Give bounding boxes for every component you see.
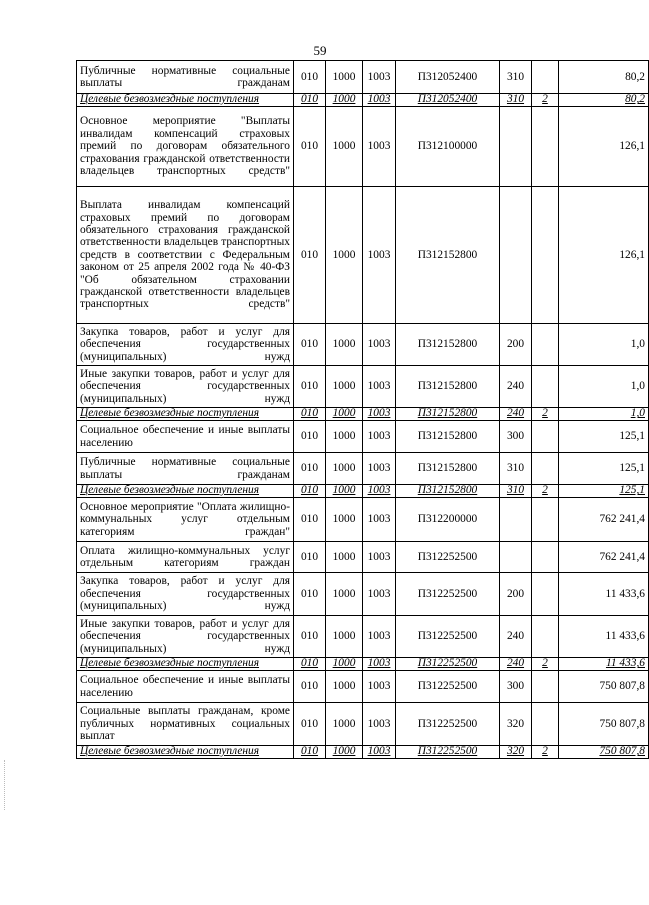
cell-target-article: П312200000	[396, 498, 500, 542]
table-row	[77, 573, 649, 616]
cell-section: 1000	[326, 573, 363, 616]
cell-target-article: П312252500	[396, 542, 500, 573]
cell-admin-code: 010	[294, 421, 326, 453]
table-row	[77, 61, 649, 94]
table-row	[77, 703, 649, 746]
cell-subsection: 1003	[363, 453, 396, 485]
cell-description: Закупка товаров, работ и услуг для обеспечения государственных (муниципальных) нужд	[77, 324, 294, 366]
cell-section: 1000	[326, 324, 363, 366]
cell-target-article: П312152800	[396, 485, 500, 498]
table-row	[77, 616, 649, 658]
cell-expense-type: 310	[500, 94, 532, 107]
cell-section: 1000	[326, 703, 363, 746]
cell-section: 1000	[326, 671, 363, 703]
cell-expense-type: 240	[500, 366, 532, 408]
cell-source	[532, 453, 559, 485]
table-body	[77, 61, 649, 759]
cell-source	[532, 542, 559, 573]
cell-expense-type	[500, 107, 532, 187]
cell-subsection: 1003	[363, 573, 396, 616]
cell-source	[532, 421, 559, 453]
cell-description: Оплата жилищно-коммунальных услуг отдельным категориям граждан	[77, 542, 294, 573]
cell-source	[532, 671, 559, 703]
cell-description: Социальное обеспечение и иные выплаты населению	[77, 421, 294, 453]
scan-artifact	[4, 760, 9, 810]
cell-description: Основное мероприятие "Выплаты инвалидам компенсаций страховых премий по договорам обязательного страхования гражданской ответственности владельцев транспортных средств"	[77, 107, 294, 187]
cell-admin-code: 010	[294, 187, 326, 324]
cell-admin-code: 010	[294, 498, 326, 542]
cell-subsection: 1003	[363, 94, 396, 107]
cell-subsection: 1003	[363, 408, 396, 421]
cell-source	[532, 107, 559, 187]
cell-subsection: 1003	[363, 421, 396, 453]
cell-description: Публичные нормативные социальные выплаты гражданам	[77, 61, 294, 94]
cell-subsection: 1003	[363, 187, 396, 324]
cell-subsection: 1003	[363, 485, 396, 498]
cell-section: 1000	[326, 61, 363, 94]
table-row-targeted-receipts	[77, 658, 649, 671]
cell-admin-code: 010	[294, 616, 326, 658]
table-row	[77, 453, 649, 485]
table-row	[77, 421, 649, 453]
cell-description: Целевые безвозмездные поступления	[77, 485, 294, 498]
cell-expense-type: 310	[500, 61, 532, 94]
cell-amount: 1,0	[559, 324, 649, 366]
cell-target-article: П312252500	[396, 658, 500, 671]
cell-expense-type: 240	[500, 408, 532, 421]
page-number: 59	[313, 43, 327, 58]
budget-table	[76, 60, 649, 759]
cell-amount: 750 807,8	[559, 671, 649, 703]
cell-description: Целевые безвозмездные поступления	[77, 658, 294, 671]
cell-admin-code: 010	[294, 366, 326, 408]
cell-amount: 126,1	[559, 107, 649, 187]
cell-source: 2	[532, 408, 559, 421]
cell-admin-code: 010	[294, 408, 326, 421]
cell-expense-type	[500, 187, 532, 324]
cell-description: Целевые безвозмездные поступления	[77, 94, 294, 107]
cell-subsection: 1003	[363, 324, 396, 366]
cell-expense-type	[500, 542, 532, 573]
cell-target-article: П312152800	[396, 453, 500, 485]
cell-expense-type: 300	[500, 421, 532, 453]
cell-expense-type: 320	[500, 746, 532, 759]
cell-section: 1000	[326, 658, 363, 671]
cell-amount: 125,1	[559, 485, 649, 498]
cell-expense-type: 240	[500, 616, 532, 658]
cell-description: Иные закупки товаров, работ и услуг для обеспечения государственных (муниципальных) нужд	[77, 616, 294, 658]
cell-subsection: 1003	[363, 498, 396, 542]
cell-expense-type: 300	[500, 671, 532, 703]
cell-target-article: П312100000	[396, 107, 500, 187]
cell-source	[532, 498, 559, 542]
cell-source: 2	[532, 485, 559, 498]
cell-admin-code: 010	[294, 658, 326, 671]
cell-amount: 750 807,8	[559, 746, 649, 759]
cell-source: 2	[532, 94, 559, 107]
cell-section: 1000	[326, 187, 363, 324]
table-row-targeted-receipts	[77, 94, 649, 107]
cell-amount: 11 433,6	[559, 616, 649, 658]
cell-admin-code: 010	[294, 542, 326, 573]
cell-amount: 11 433,6	[559, 573, 649, 616]
cell-admin-code: 010	[294, 485, 326, 498]
cell-target-article: П312152800	[396, 187, 500, 324]
cell-description: Основное мероприятие "Оплата жилищно-коммунальных услуг отдельным категориям граждан"	[77, 498, 294, 542]
cell-admin-code: 010	[294, 746, 326, 759]
table-row	[77, 324, 649, 366]
cell-description: Целевые безвозмездные поступления	[77, 408, 294, 421]
table-row	[77, 107, 649, 187]
cell-description: Выплата инвалидам компенсаций страховых премий по договорам обязательного страхования гражданской ответственности владельцев транспортных средств в соответствии с Федеральным законом от 25 апреля 2002 года № 40-ФЗ "Об обязательном страховании гражданской ответственности владельцев транспортных средств"	[77, 187, 294, 324]
cell-source	[532, 573, 559, 616]
cell-section: 1000	[326, 107, 363, 187]
cell-admin-code: 010	[294, 94, 326, 107]
cell-section: 1000	[326, 366, 363, 408]
table-row	[77, 498, 649, 542]
cell-subsection: 1003	[363, 107, 396, 187]
cell-amount: 125,1	[559, 421, 649, 453]
cell-subsection: 1003	[363, 366, 396, 408]
cell-description: Целевые безвозмездные поступления	[77, 746, 294, 759]
cell-target-article: П312052400	[396, 61, 500, 94]
cell-amount: 125,1	[559, 453, 649, 485]
cell-subsection: 1003	[363, 542, 396, 573]
table-row	[77, 542, 649, 573]
cell-source	[532, 616, 559, 658]
cell-source	[532, 187, 559, 324]
cell-section: 1000	[326, 408, 363, 421]
cell-section: 1000	[326, 453, 363, 485]
cell-amount: 1,0	[559, 366, 649, 408]
cell-target-article: П312252500	[396, 573, 500, 616]
cell-amount: 11 433,6	[559, 658, 649, 671]
cell-target-article: П312152800	[396, 324, 500, 366]
cell-target-article: П312152800	[396, 366, 500, 408]
cell-amount: 762 241,4	[559, 542, 649, 573]
cell-target-article: П312252500	[396, 703, 500, 746]
table-row-targeted-receipts	[77, 408, 649, 421]
cell-source	[532, 61, 559, 94]
cell-section: 1000	[326, 746, 363, 759]
cell-admin-code: 010	[294, 107, 326, 187]
cell-amount: 126,1	[559, 187, 649, 324]
cell-amount: 80,2	[559, 61, 649, 94]
cell-source	[532, 324, 559, 366]
cell-amount: 80,2	[559, 94, 649, 107]
cell-subsection: 1003	[363, 658, 396, 671]
cell-target-article: П312252500	[396, 671, 500, 703]
table-row	[77, 187, 649, 324]
cell-source	[532, 366, 559, 408]
cell-expense-type: 240	[500, 658, 532, 671]
cell-expense-type	[500, 498, 532, 542]
cell-expense-type: 320	[500, 703, 532, 746]
cell-target-article: П312252500	[396, 746, 500, 759]
cell-description: Закупка товаров, работ и услуг для обеспечения государственных (муниципальных) нужд	[77, 573, 294, 616]
cell-description: Публичные нормативные социальные выплаты гражданам	[77, 453, 294, 485]
cell-admin-code: 010	[294, 324, 326, 366]
table-row	[77, 366, 649, 408]
cell-source: 2	[532, 658, 559, 671]
table-row-targeted-receipts	[77, 746, 649, 759]
cell-description: Иные закупки товаров, работ и услуг для обеспечения государственных (муниципальных) нужд	[77, 366, 294, 408]
cell-expense-type: 310	[500, 453, 532, 485]
cell-amount: 750 807,8	[559, 703, 649, 746]
cell-section: 1000	[326, 616, 363, 658]
cell-admin-code: 010	[294, 453, 326, 485]
cell-admin-code: 010	[294, 671, 326, 703]
cell-target-article: П312052400	[396, 94, 500, 107]
cell-subsection: 1003	[363, 703, 396, 746]
cell-amount: 762 241,4	[559, 498, 649, 542]
cell-description: Социальное обеспечение и иные выплаты населению	[77, 671, 294, 703]
cell-target-article: П312152800	[396, 408, 500, 421]
cell-admin-code: 010	[294, 61, 326, 94]
cell-target-article: П312152800	[396, 421, 500, 453]
cell-section: 1000	[326, 421, 363, 453]
cell-subsection: 1003	[363, 671, 396, 703]
cell-admin-code: 010	[294, 703, 326, 746]
cell-subsection: 1003	[363, 746, 396, 759]
table-row	[77, 671, 649, 703]
cell-expense-type: 200	[500, 324, 532, 366]
cell-amount: 1,0	[559, 408, 649, 421]
cell-section: 1000	[326, 485, 363, 498]
cell-subsection: 1003	[363, 61, 396, 94]
cell-description: Социальные выплаты гражданам, кроме публичных нормативных социальных выплат	[77, 703, 294, 746]
cell-expense-type: 310	[500, 485, 532, 498]
table-row-targeted-receipts	[77, 485, 649, 498]
cell-admin-code: 010	[294, 573, 326, 616]
cell-section: 1000	[326, 498, 363, 542]
cell-source	[532, 703, 559, 746]
cell-subsection: 1003	[363, 616, 396, 658]
cell-section: 1000	[326, 94, 363, 107]
cell-target-article: П312252500	[396, 616, 500, 658]
cell-section: 1000	[326, 542, 363, 573]
cell-expense-type: 200	[500, 573, 532, 616]
cell-source: 2	[532, 746, 559, 759]
